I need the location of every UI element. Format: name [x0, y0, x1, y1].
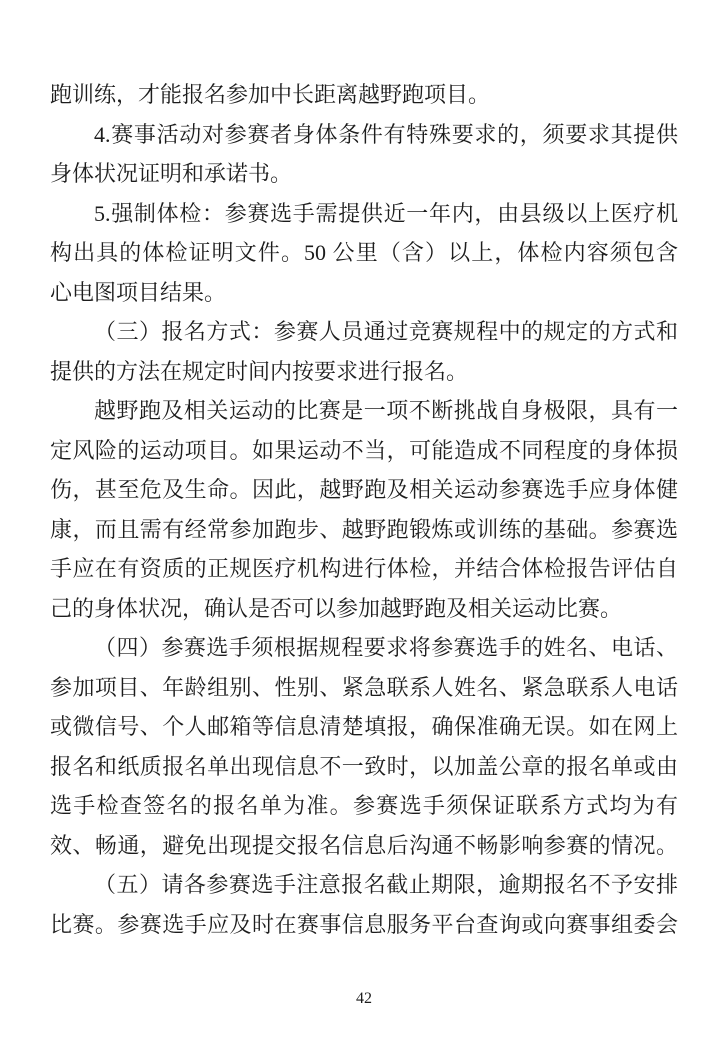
text-line: （五）请各参赛选手注意报名截止期限，逾期报名不予安排: [94, 872, 678, 897]
text-line: 定风险的运动项目。如果运动不当，可能造成不同程度的身体损: [50, 437, 678, 463]
text-line: 己的身体状况，确认是否可以参加越野跑及相关运动比赛。: [50, 595, 623, 621]
text-line: 比赛。参赛选手应及时在赛事信息服务平台查询或向赛事组委会: [50, 911, 678, 937]
text-line: 提供的方法在规定时间内按要求进行报名。: [50, 358, 469, 384]
text-line: 4.赛事活动对参赛者身体条件有特殊要求的，须要求其提供: [94, 121, 678, 147]
page-number: 42: [356, 990, 372, 1007]
text-line: 5.强制体检：参赛选手需提供近一年内，由县级以上医疗机: [94, 200, 678, 226]
text-line: 参加项目、年龄组别、性别、紧急联系人姓名、紧急联系人电话: [50, 674, 678, 700]
text-line: 心电图项目结果。: [50, 279, 227, 305]
text-line: 伤，甚至危及生命。因此，越野跑及相关运动参赛选手应身体健: [50, 477, 678, 502]
text-line: 跑训练，才能报名参加中长距离越野跑项目。: [50, 82, 491, 107]
text-line: 或微信号、个人邮箱等信息清楚填报，确保准确无误。如在网上: [50, 714, 678, 739]
text-line: 康，而且需有经常参加跑步、越野跑锻炼或训练的基础。参赛选: [50, 516, 678, 542]
text-line: 身体状况证明和承诺书。: [50, 161, 293, 186]
text-line: 报名和纸质报名单出现信息不一致时，以加盖公章的报名单或由: [50, 753, 678, 779]
text-line: 构出具的体检证明文件。50 公里（含）以上，体检内容须包含: [50, 240, 678, 265]
text-line: （四）参赛选手须根据规程要求将参赛选手的姓名、电话、: [94, 635, 678, 660]
text-body: [50, 75, 678, 944]
text-line: 越野跑及相关运动的比赛是一项不断挑战自身极限，具有一: [94, 398, 678, 423]
text-line: （三）报名方式：参赛人员通过竞赛规程中的规定的方式和: [94, 319, 678, 344]
text-line: 选手检查签名的报名单为准。参赛选手须保证联系方式均为有: [50, 793, 678, 818]
text-line: 手应在有资质的正规医疗机构进行体检，并结合体检报告评估自: [50, 556, 678, 581]
text-line: 效、畅通，避免出现提交报名信息后沟通不畅影响参赛的情况。: [50, 832, 678, 858]
